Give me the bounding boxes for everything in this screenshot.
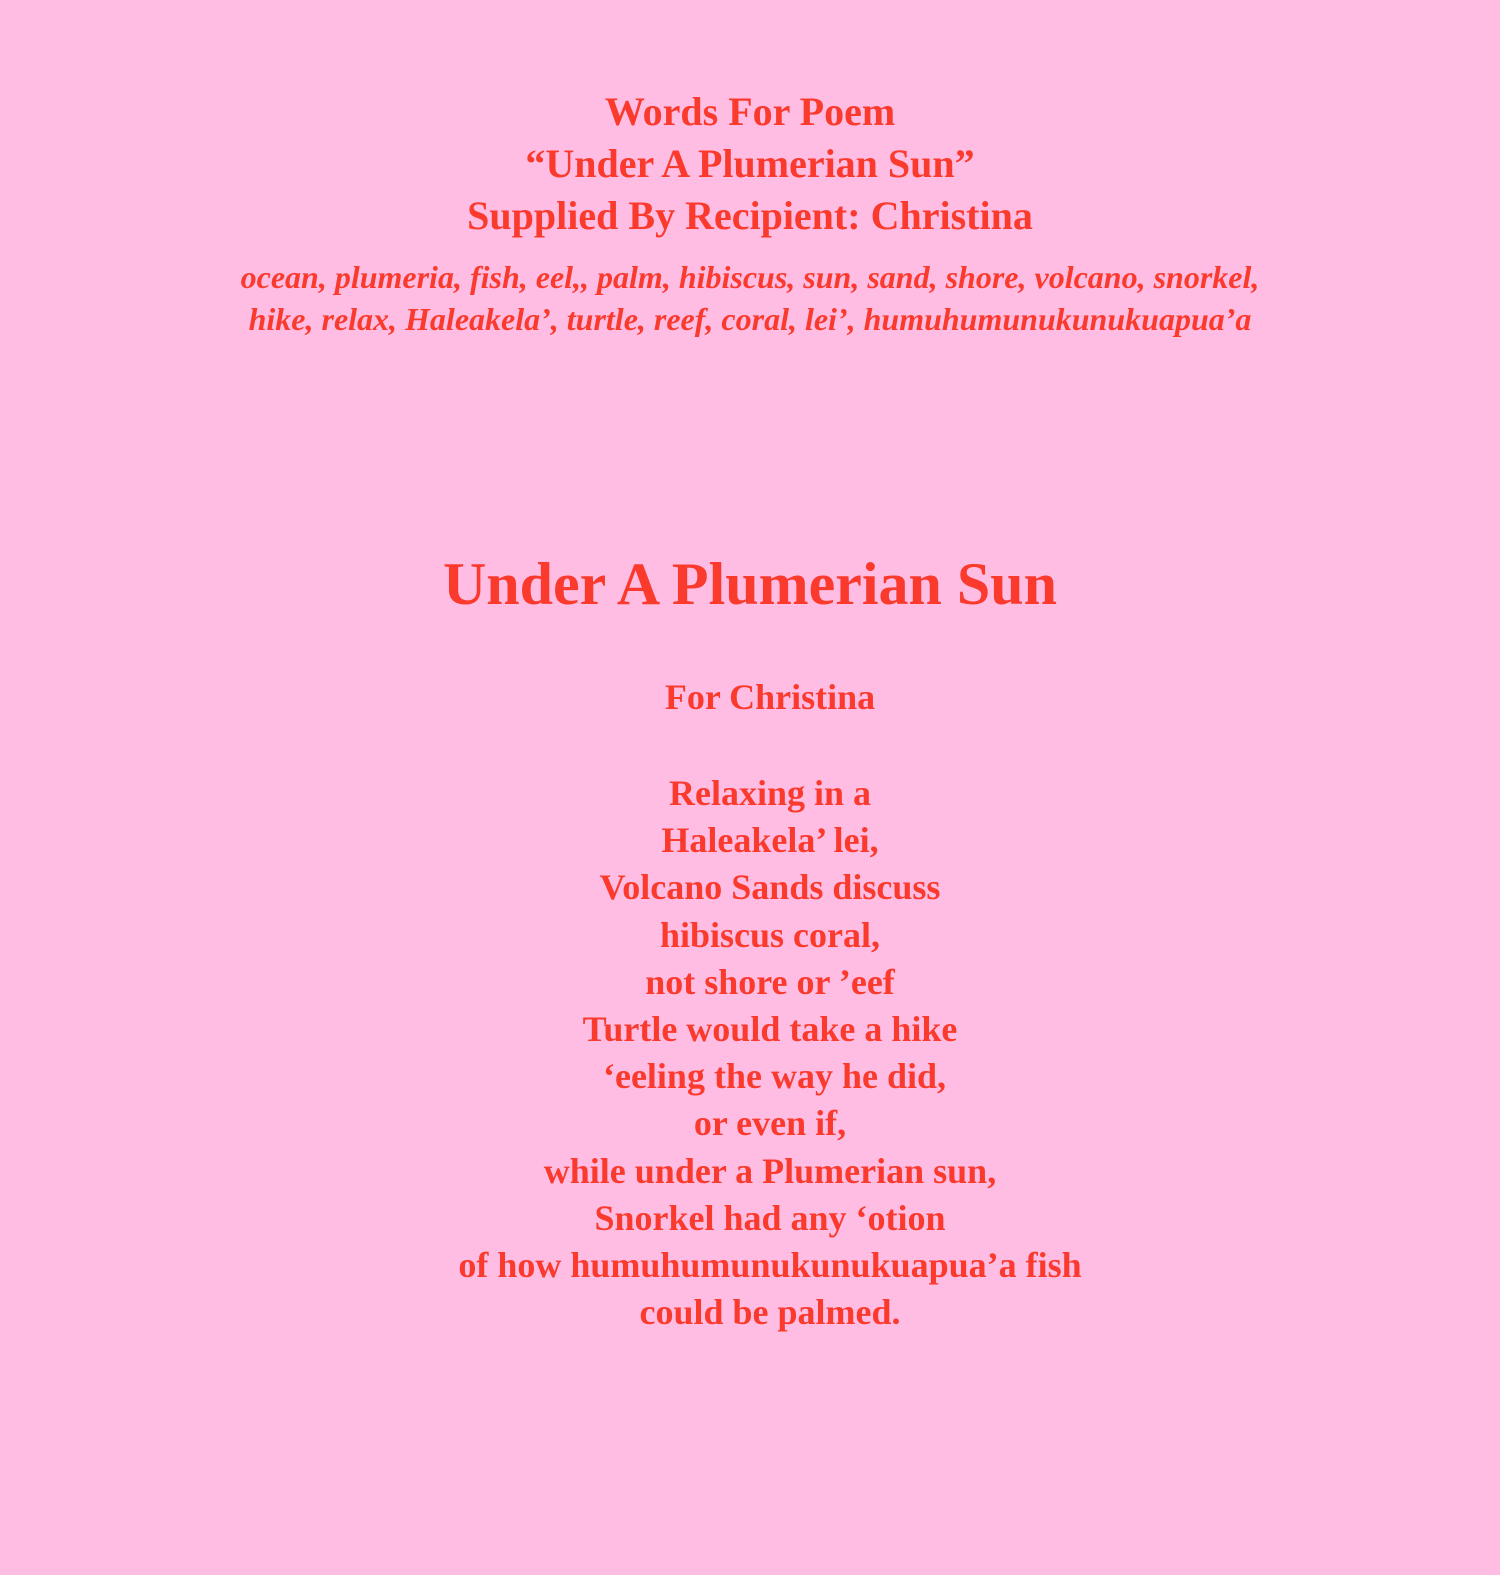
header-supplied-by: Supplied By Recipient: Christina (467, 193, 1033, 238)
poem-line: ‘eeling the way he did, (593, 1056, 946, 1097)
poem-line: Volcano Sands discuss (599, 867, 941, 908)
poem-body (0, 770, 1500, 1336)
poem-line: while under a Plumerian sun, (543, 1150, 997, 1191)
poem-line: not shore or ’eef (645, 961, 895, 1002)
poem-line: Relaxing in a (668, 773, 872, 813)
poem-line: could be palmed. (639, 1292, 901, 1333)
poem-line: or even if, (693, 1103, 847, 1144)
poem-line: hibiscus coral, (659, 914, 881, 955)
header-poem-title-quoted: “Under A Plumerian Sun” (525, 141, 975, 186)
header-words-for-poem: Words For Poem (604, 89, 896, 134)
poem-line: of how humuhumunukunukuapua’a fish (458, 1245, 1082, 1286)
poem-dedication: For Christina (664, 677, 876, 717)
word-list-line-2: hike, relax, Haleakela’, turtle, reef, coral, lei’, humuhumunukunukuapua’a (248, 301, 1252, 337)
word-list-line-1: ocean, plumeria, fish, eel,, palm, hibiscus, sun, sand, shore, volcano, snorkel, (240, 259, 1260, 295)
poem-title: Under A Plumerian Sun (442, 551, 1058, 617)
poem-line: Snorkel had any ‘otion (594, 1197, 946, 1238)
header-block (0, 86, 1500, 242)
poem-line: Turtle would take a hike (582, 1009, 958, 1050)
supplied-word-list (0, 256, 1500, 340)
poem-line: Haleakela’ lei, (661, 820, 879, 861)
